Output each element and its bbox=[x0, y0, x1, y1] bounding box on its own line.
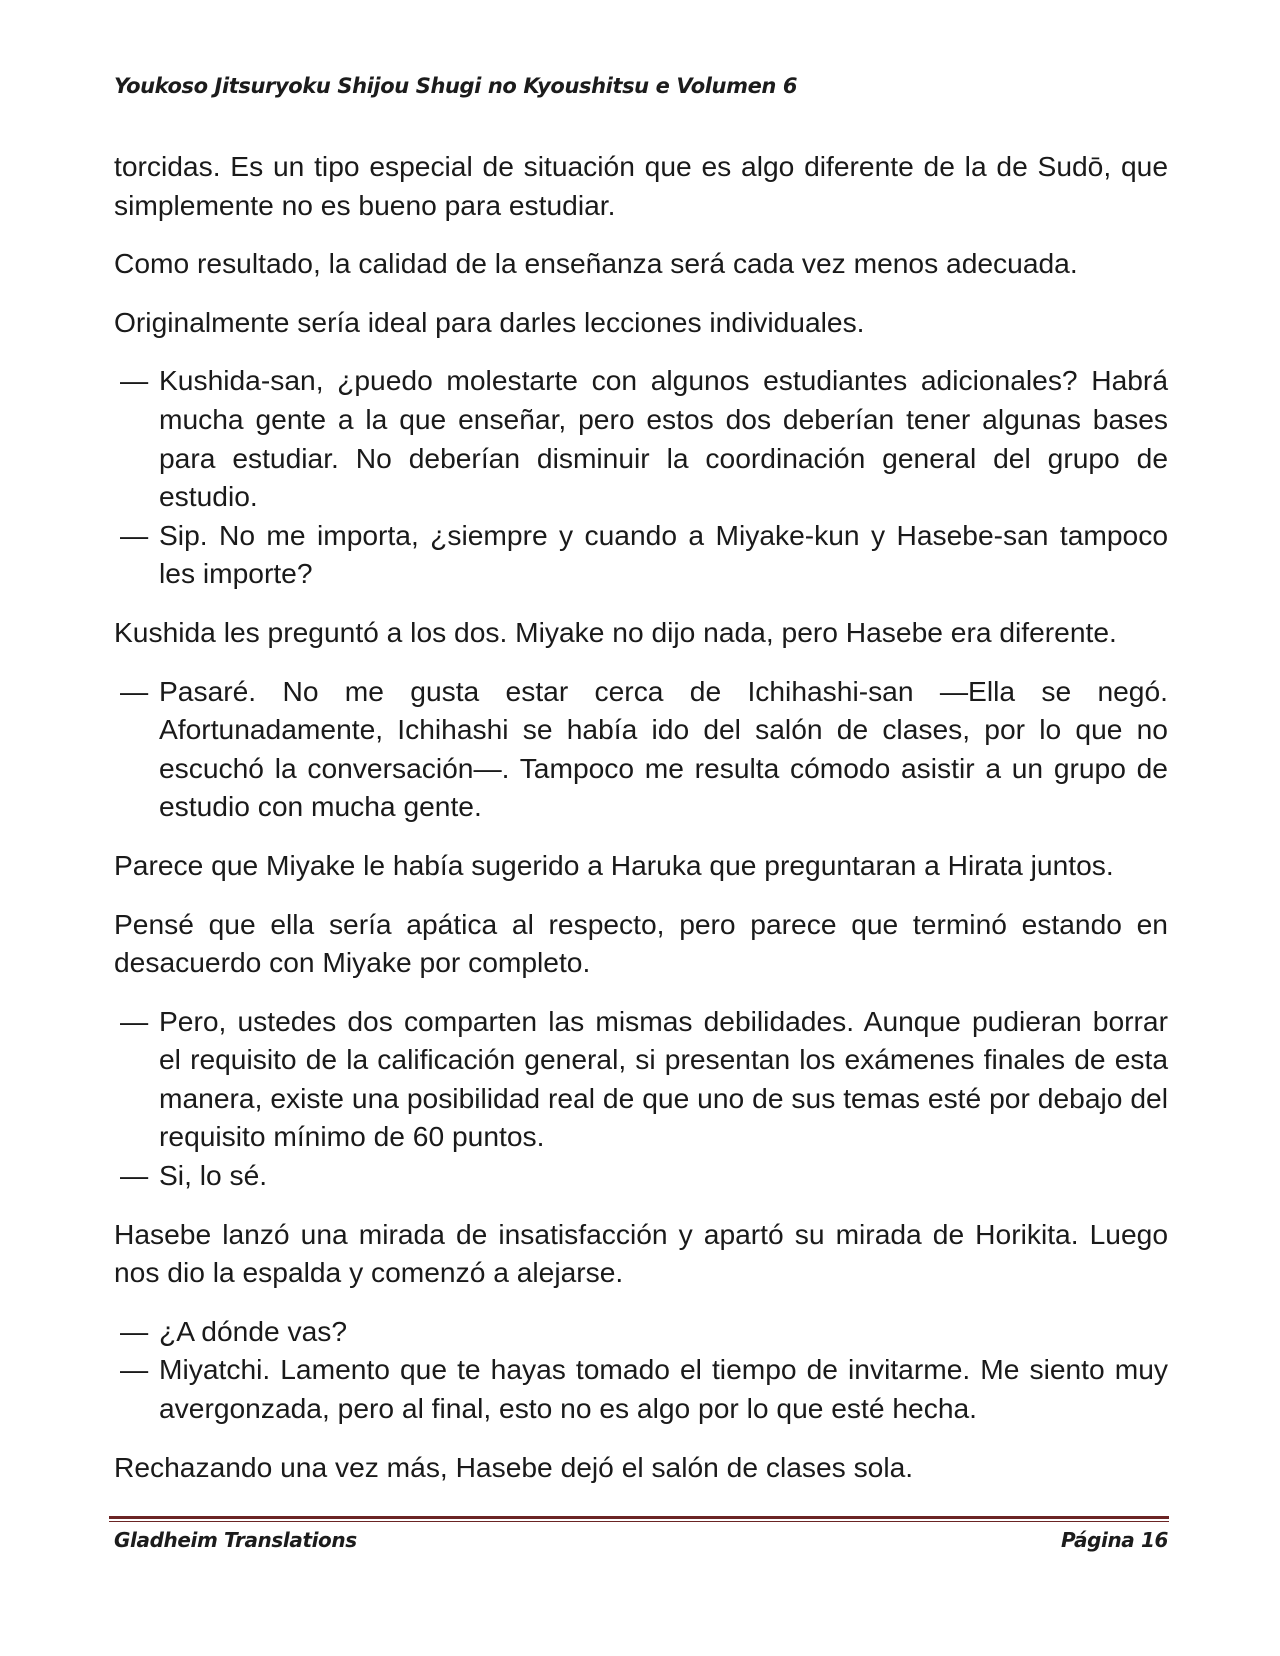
dialogue-dash: — bbox=[120, 674, 149, 707]
dialogue-text: ¿A dónde vas? bbox=[159, 1314, 348, 1347]
paragraph: Kushida les preguntó a los dos. Miyake no dijo nada, pero Hasebe era diferente. bbox=[114, 615, 1117, 648]
paragraph: Rechazando una vez más, Hasebe dejó el salón de clases sola. bbox=[114, 1450, 914, 1483]
dialogue-text: Sip. No me importa, ¿siempre y cuando a Miyake-kun y Hasebe-san tampoco les importe? bbox=[159, 518, 1168, 590]
dialogue-line bbox=[114, 1002, 1168, 1156]
dialogue-line bbox=[114, 1156, 1168, 1195]
paragraph: Pensé que ella sería apática al respecto, pero parece que terminó estando en desacuerdo con Miyake por completo. bbox=[114, 907, 1168, 979]
dialogue-text: Pero, ustedes dos comparten las mismas debilidades. Aunque pudieran borrar el requisito de la calificación general, si presentan los exámenes finales de esta manera, existe una posibilidad real de que uno de sus temas esté por debajo del requisito mínimo de 60 puntos. bbox=[159, 1004, 1168, 1153]
paragraph: Parece que Miyake le había sugerido a Haruka que preguntaran a Hirata juntos. bbox=[114, 848, 1114, 881]
dialogue-text: Si, lo sé. bbox=[159, 1159, 268, 1192]
dialogue-dash: — bbox=[120, 1314, 149, 1347]
dialogue-line bbox=[114, 672, 1168, 826]
footer-divider bbox=[109, 1516, 1169, 1522]
dialogue-group bbox=[114, 672, 1168, 826]
dialogue-line bbox=[114, 1312, 1168, 1351]
page-body bbox=[114, 147, 1168, 1506]
dialogue-dash: — bbox=[120, 518, 149, 551]
dialogue-group bbox=[114, 361, 1168, 593]
dialogue-text: Miyatchi. Lamento que te hayas tomado el tiempo de invitarme. Me siento muy avergonzada, pero al final, esto no es algo por lo que esté hecha. bbox=[159, 1353, 1168, 1425]
paragraph: Hasebe lanzó una mirada de insatisfacción y apartó su mirada de Horikita. Luego nos dio la espalda y comenzó a alejarse. bbox=[114, 1217, 1168, 1289]
dialogue-dash: — bbox=[120, 1159, 149, 1192]
dialogue-group bbox=[114, 1312, 1168, 1428]
dialogue-text: Kushida-san, ¿puedo molestarte con algunos estudiantes adicionales? Habrá mucha gente a la que enseñar, pero estos dos deberían tener algunas bases para estudiar. No deberían disminuir la coordinación general del grupo de estudio. bbox=[159, 364, 1168, 513]
dialogue-line bbox=[114, 516, 1168, 593]
dialogue-dash: — bbox=[120, 1004, 149, 1037]
footer-translator-credit: Gladheim Translations bbox=[114, 1528, 357, 1552]
paragraph: torcidas. Es un tipo especial de situación que es algo diferente de la de Sudō, que simplemente no es bueno para estudiar. bbox=[114, 150, 1168, 221]
dialogue-dash: — bbox=[120, 1353, 149, 1386]
dialogue-dash: — bbox=[120, 364, 149, 397]
paragraph: Originalmente sería ideal para darles lecciones individuales. bbox=[114, 305, 865, 338]
dialogue-line bbox=[114, 1350, 1168, 1427]
footer-page-number: Página 16 bbox=[1061, 1528, 1168, 1552]
dialogue-group bbox=[114, 1002, 1168, 1195]
page-header-title: Youkoso Jitsuryoku Shijou Shugi no Kyoushitsu e Volumen 6 bbox=[114, 74, 798, 98]
dialogue-line bbox=[114, 361, 1168, 515]
dialogue-text: Pasaré. No me gusta estar cerca de Ichihashi-san —Ella se negó. Afortunadamente, Ichihashi se había ido del salón de clases, por lo que no escuchó la conversación—. Tampoco me resulta cómodo asistir a un grupo de estudio con mucha gente. bbox=[159, 674, 1168, 823]
paragraph: Como resultado, la calidad de la enseñanza será cada vez menos adecuada. bbox=[114, 247, 1078, 280]
